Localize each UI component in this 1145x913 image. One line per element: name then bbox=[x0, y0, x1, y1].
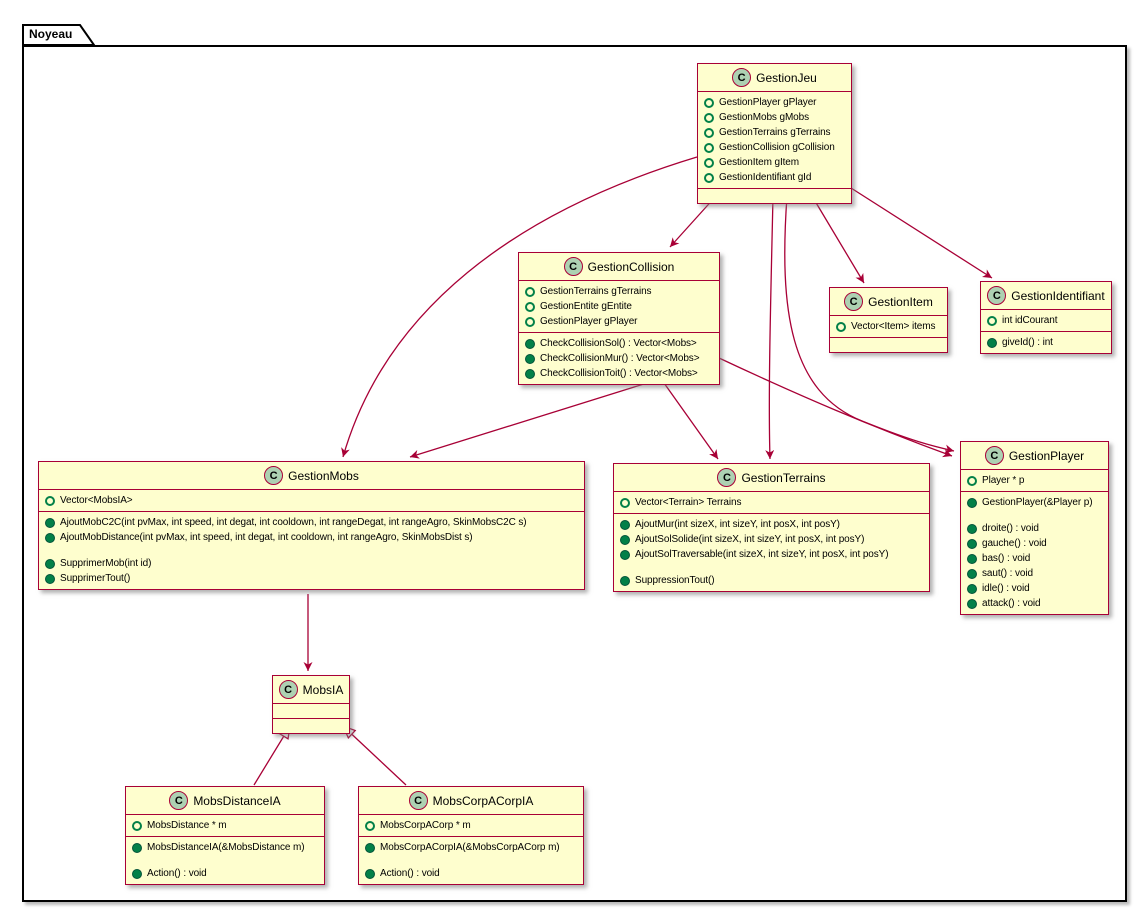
class-header bbox=[519, 253, 719, 280]
class-circle-icon: C bbox=[732, 68, 751, 87]
class-circle-icon: C bbox=[564, 257, 583, 276]
field-text: GestionCollision gCollision bbox=[719, 142, 835, 153]
class-name: GestionJeu bbox=[756, 70, 817, 85]
field-text: Player * p bbox=[982, 475, 1025, 486]
class-name: GestionItem bbox=[868, 294, 933, 309]
method-text: MobsCorpACorpIA(&MobsCorpACorp m) bbox=[380, 842, 560, 853]
field-icon bbox=[620, 498, 630, 508]
method-icon bbox=[45, 518, 55, 528]
class-header bbox=[614, 464, 929, 491]
method-icon bbox=[967, 554, 977, 564]
method-icon bbox=[365, 869, 375, 879]
method-icon bbox=[525, 369, 535, 379]
field-icon bbox=[704, 113, 714, 123]
class-gestionidentifiant bbox=[980, 281, 1112, 354]
method-icon bbox=[967, 599, 977, 609]
class-mobscorpacorpia bbox=[358, 786, 584, 885]
class-name: GestionIdentifiant bbox=[1011, 288, 1105, 303]
method-text: MobsDistanceIA(&MobsDistance m) bbox=[147, 842, 305, 853]
member-row bbox=[519, 314, 719, 329]
class-circle-icon: C bbox=[169, 791, 188, 810]
class-circle-icon: C bbox=[409, 791, 428, 810]
methods-compartment bbox=[961, 491, 1108, 614]
method-text: droite() : void bbox=[982, 523, 1039, 534]
methods-compartment bbox=[519, 332, 719, 384]
method-text: saut() : void bbox=[982, 568, 1033, 579]
member-row bbox=[698, 170, 851, 185]
methods-compartment bbox=[698, 188, 851, 203]
class-gestioncollision bbox=[518, 252, 720, 385]
method-icon bbox=[620, 535, 630, 545]
field-icon bbox=[365, 821, 375, 831]
class-name: GestionMobs bbox=[288, 468, 359, 483]
methods-compartment bbox=[273, 718, 349, 733]
fields-compartment bbox=[359, 814, 583, 836]
method-text: attack() : void bbox=[982, 598, 1041, 609]
fields-compartment bbox=[273, 703, 349, 718]
fields-compartment bbox=[519, 280, 719, 332]
member-row bbox=[981, 313, 1111, 328]
member-row bbox=[39, 571, 584, 586]
member-row bbox=[961, 536, 1108, 551]
method-text: SuppressionTout() bbox=[635, 575, 715, 586]
field-text: Vector<Item> items bbox=[851, 321, 936, 332]
class-circle-icon: C bbox=[985, 446, 1004, 465]
member-row bbox=[698, 110, 851, 125]
methods-compartment bbox=[614, 513, 929, 591]
class-mobsdistanceia bbox=[125, 786, 325, 885]
member-row bbox=[961, 566, 1108, 581]
member-row bbox=[614, 562, 929, 573]
class-name: MobsDistanceIA bbox=[193, 793, 281, 808]
method-icon bbox=[967, 524, 977, 534]
member-row bbox=[614, 573, 929, 588]
member-row bbox=[519, 299, 719, 314]
member-row bbox=[961, 521, 1108, 536]
class-header bbox=[126, 787, 324, 814]
member-row bbox=[359, 818, 583, 833]
member-row bbox=[698, 125, 851, 140]
class-header bbox=[830, 288, 947, 315]
field-text: int idCourant bbox=[1002, 315, 1058, 326]
method-text: SupprimerMob(int id) bbox=[60, 558, 152, 569]
class-gestionterrains bbox=[613, 463, 930, 592]
member-row bbox=[614, 547, 929, 562]
member-row bbox=[39, 493, 584, 508]
method-icon bbox=[365, 843, 375, 853]
member-row bbox=[961, 473, 1108, 488]
member-row bbox=[359, 866, 583, 881]
method-text: GestionPlayer(&Player p) bbox=[982, 497, 1093, 508]
method-text: AjoutMobC2C(int pvMax, int speed, int degat, int cooldown, int rangeDegat, int rangeAgro, SkinMobsC2C s) bbox=[60, 517, 527, 528]
member-row bbox=[126, 866, 324, 881]
class-mobsia bbox=[272, 675, 350, 734]
package-frame-label: Noyeau bbox=[29, 27, 73, 41]
methods-compartment bbox=[126, 836, 324, 884]
method-icon bbox=[45, 559, 55, 569]
field-icon bbox=[525, 302, 535, 312]
method-icon bbox=[620, 576, 630, 586]
method-icon bbox=[967, 584, 977, 594]
method-icon bbox=[620, 550, 630, 560]
class-name: GestionCollision bbox=[587, 259, 675, 274]
member-row bbox=[39, 556, 584, 571]
methods-compartment bbox=[39, 511, 584, 589]
fields-compartment bbox=[981, 309, 1111, 331]
field-text: MobsCorpACorp * m bbox=[380, 820, 471, 831]
class-gestionplayer bbox=[960, 441, 1109, 615]
fields-compartment bbox=[614, 491, 929, 513]
class-name: GestionPlayer bbox=[1008, 448, 1085, 463]
field-text: GestionTerrains gTerrains bbox=[719, 127, 831, 138]
class-gestionjeu bbox=[697, 63, 852, 204]
method-text: AjoutSolSolide(int sizeX, int sizeY, int posX, int posY) bbox=[635, 534, 865, 545]
field-text: GestionPlayer gPlayer bbox=[719, 97, 817, 108]
method-text: AjoutSolTraversable(int sizeX, int sizeY, int posX, int posY) bbox=[635, 549, 889, 560]
method-text: CheckCollisionToit() : Vector<Mobs> bbox=[540, 368, 698, 379]
member-row bbox=[39, 530, 584, 545]
class-header bbox=[39, 462, 584, 489]
method-text: CheckCollisionMur() : Vector<Mobs> bbox=[540, 353, 700, 364]
field-text: Vector<MobsIA> bbox=[60, 495, 133, 506]
member-row bbox=[359, 855, 583, 866]
fields-compartment bbox=[39, 489, 584, 511]
method-text: bas() : void bbox=[982, 553, 1031, 564]
member-row bbox=[830, 319, 947, 334]
method-icon bbox=[620, 520, 630, 530]
class-name: GestionTerrains bbox=[741, 470, 826, 485]
field-text: GestionIdentifiant gId bbox=[719, 172, 812, 183]
methods-compartment bbox=[981, 331, 1111, 353]
member-row bbox=[39, 545, 584, 556]
field-text: GestionEntite gEntite bbox=[540, 301, 632, 312]
member-row bbox=[39, 515, 584, 530]
member-row bbox=[614, 517, 929, 532]
class-header bbox=[273, 676, 349, 703]
field-text: Vector<Terrain> Terrains bbox=[635, 497, 742, 508]
method-text: Action() : void bbox=[380, 868, 440, 879]
class-header bbox=[981, 282, 1111, 309]
method-icon bbox=[45, 574, 55, 584]
field-icon bbox=[704, 143, 714, 153]
method-text: SupprimerTout() bbox=[60, 573, 131, 584]
method-icon bbox=[525, 354, 535, 364]
member-row bbox=[519, 366, 719, 381]
member-row bbox=[519, 336, 719, 351]
method-text: Action() : void bbox=[147, 868, 207, 879]
field-icon bbox=[704, 173, 714, 183]
method-text: CheckCollisionSol() : Vector<Mobs> bbox=[540, 338, 697, 349]
member-row bbox=[614, 532, 929, 547]
field-icon bbox=[704, 98, 714, 108]
field-icon bbox=[836, 322, 846, 332]
member-row bbox=[614, 495, 929, 510]
member-row bbox=[359, 840, 583, 855]
field-icon bbox=[45, 496, 55, 506]
field-text: MobsDistance * m bbox=[147, 820, 227, 831]
class-circle-icon: C bbox=[717, 468, 736, 487]
method-text: idle() : void bbox=[982, 583, 1030, 594]
field-icon bbox=[525, 287, 535, 297]
method-text: AjoutMobDistance(int pvMax, int speed, int degat, int cooldown, int rangeAgro, SkinMobsDist s) bbox=[60, 532, 473, 543]
member-row bbox=[519, 284, 719, 299]
class-circle-icon: C bbox=[279, 680, 298, 699]
class-circle-icon: C bbox=[987, 286, 1006, 305]
method-icon bbox=[525, 339, 535, 349]
member-row bbox=[698, 95, 851, 110]
member-row bbox=[961, 596, 1108, 611]
fields-compartment bbox=[698, 91, 851, 188]
class-header bbox=[961, 442, 1108, 469]
class-name: MobsIA bbox=[302, 682, 344, 697]
method-text: gauche() : void bbox=[982, 538, 1047, 549]
fields-compartment bbox=[961, 469, 1108, 491]
method-icon bbox=[967, 539, 977, 549]
field-icon bbox=[132, 821, 142, 831]
method-text: giveId() : int bbox=[1002, 337, 1053, 348]
method-icon bbox=[132, 869, 142, 879]
member-row bbox=[961, 510, 1108, 521]
member-row bbox=[519, 351, 719, 366]
method-icon bbox=[987, 338, 997, 348]
field-icon bbox=[704, 128, 714, 138]
fields-compartment bbox=[830, 315, 947, 337]
methods-compartment bbox=[830, 337, 947, 352]
class-gestionmobs bbox=[38, 461, 585, 590]
class-header bbox=[698, 64, 851, 91]
method-text: AjoutMur(int sizeX, int sizeY, int posX, int posY) bbox=[635, 519, 840, 530]
method-icon bbox=[45, 533, 55, 543]
field-icon bbox=[967, 476, 977, 486]
member-row bbox=[126, 840, 324, 855]
field-text: GestionPlayer gPlayer bbox=[540, 316, 638, 327]
field-text: GestionItem gItem bbox=[719, 157, 799, 168]
class-name: MobsCorpACorpIA bbox=[432, 793, 534, 808]
member-row bbox=[698, 140, 851, 155]
class-header bbox=[359, 787, 583, 814]
field-icon bbox=[704, 158, 714, 168]
member-row bbox=[961, 581, 1108, 596]
member-row bbox=[981, 335, 1111, 350]
field-text: GestionMobs gMobs bbox=[719, 112, 810, 123]
package-frame-tab bbox=[22, 24, 100, 47]
class-circle-icon: C bbox=[844, 292, 863, 311]
methods-compartment bbox=[359, 836, 583, 884]
field-icon bbox=[525, 317, 535, 327]
method-icon bbox=[967, 569, 977, 579]
fields-compartment bbox=[126, 814, 324, 836]
member-row bbox=[961, 495, 1108, 510]
member-row bbox=[126, 818, 324, 833]
member-row bbox=[961, 551, 1108, 566]
member-row bbox=[698, 155, 851, 170]
method-icon bbox=[132, 843, 142, 853]
field-icon bbox=[987, 316, 997, 326]
field-text: GestionTerrains gTerrains bbox=[540, 286, 652, 297]
class-circle-icon: C bbox=[264, 466, 283, 485]
class-gestionitem bbox=[829, 287, 948, 353]
method-icon bbox=[967, 498, 977, 508]
member-row bbox=[126, 855, 324, 866]
